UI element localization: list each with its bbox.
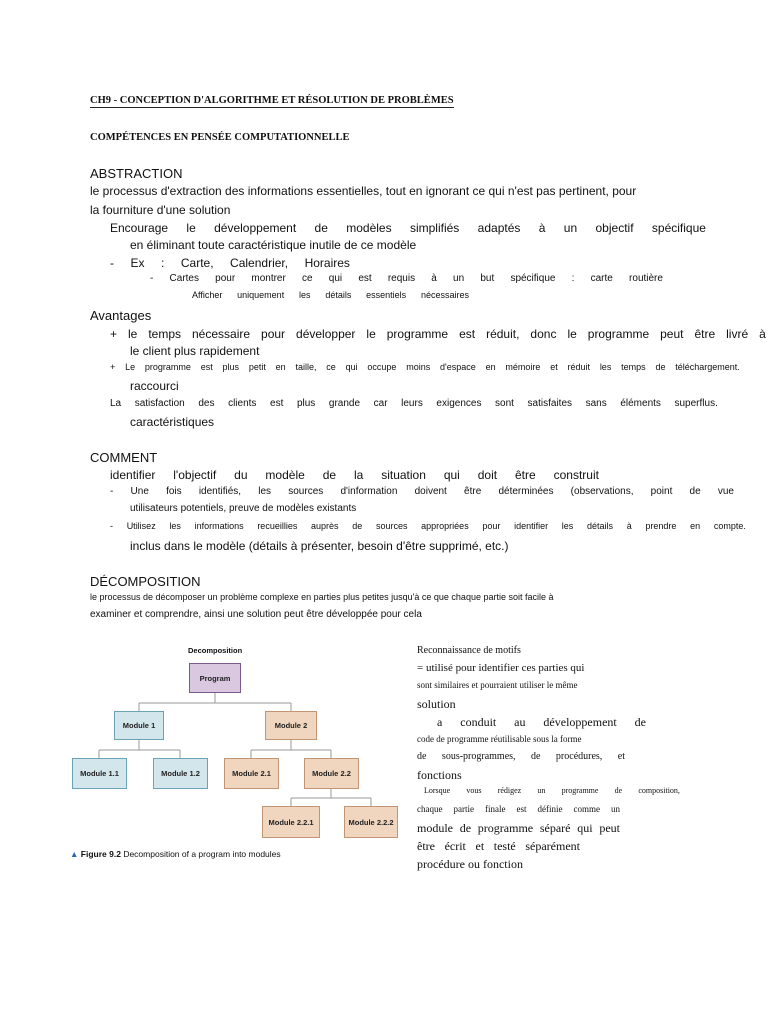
- word: les: [169, 521, 181, 531]
- word: des: [198, 398, 215, 409]
- word: vous: [466, 786, 482, 795]
- word: est: [200, 362, 213, 372]
- word: la: [353, 468, 364, 482]
- word: finale: [484, 804, 506, 814]
- motifs-line-2: = utilisé pour identifier ces parties qui: [417, 662, 585, 674]
- word: objectif: [595, 221, 634, 235]
- word: car: [373, 398, 388, 409]
- avantages-heading: Avantages: [90, 308, 152, 323]
- comment-heading: COMMENT: [90, 450, 158, 465]
- word: sans: [585, 398, 607, 409]
- word: l'objectif: [173, 468, 217, 482]
- word: plus: [222, 362, 240, 372]
- word: le: [366, 327, 376, 341]
- motifs-line-6: code de programme réutilisable sous la forme: [417, 734, 582, 744]
- word: pour: [215, 273, 236, 284]
- program-node: Program: [189, 663, 241, 693]
- word: être: [515, 468, 536, 482]
- decomposition-line-1: le processus de décomposer un problème complexe en parties plus petites jusqu'à ce que chaque partie soit facile à: [90, 592, 554, 602]
- avantage-3-cont: caractéristiques: [130, 415, 215, 429]
- word: Encourage: [110, 221, 169, 235]
- word: procédures,: [555, 751, 603, 762]
- word: programme: [144, 362, 191, 372]
- word: d'espace: [440, 362, 476, 372]
- word: le: [186, 221, 196, 235]
- word: réduit,: [486, 327, 520, 341]
- word: de: [531, 751, 541, 762]
- word: Lorsque: [424, 786, 451, 795]
- word: vue: [717, 486, 734, 497]
- motifs-line-8: fonctions: [417, 768, 462, 782]
- word: un: [537, 786, 546, 795]
- word: temps: [621, 362, 646, 372]
- motifs-line-9: [424, 786, 680, 795]
- decomposition-line-2: examiner et comprendre, ainsi une solution peut être développée pour cela: [90, 609, 422, 620]
- word: modèle: [265, 468, 305, 482]
- word: module: [417, 821, 453, 835]
- word: sont: [495, 398, 514, 409]
- module-2-2-1-node: Module 2.2.1: [262, 806, 320, 838]
- module-2-1-node: Module 2.1: [224, 758, 279, 789]
- word: occupe: [367, 362, 397, 372]
- abstraction-heading: ABSTRACTION: [90, 166, 183, 181]
- encourage-cont: en éliminant toute caractéristique inutile de ce modèle: [130, 238, 417, 252]
- word: définie: [537, 804, 563, 814]
- word: les: [561, 521, 574, 531]
- module-2-node: Module 2: [265, 711, 317, 740]
- word: être: [694, 327, 716, 341]
- word: séparément: [525, 839, 580, 853]
- word: -: [150, 273, 154, 284]
- motifs-line-4: solution: [417, 697, 456, 711]
- word: écrit: [444, 839, 466, 853]
- word: qui: [577, 821, 593, 835]
- word: et: [475, 839, 485, 853]
- word: un: [453, 273, 465, 284]
- word: compte.: [713, 521, 746, 531]
- word: les: [299, 290, 311, 300]
- word: de: [655, 362, 666, 372]
- word: un: [610, 804, 620, 814]
- word: Carte,: [180, 256, 214, 270]
- word: de: [322, 468, 337, 482]
- word: le: [128, 327, 138, 341]
- word: auprès: [311, 521, 339, 531]
- word: -: [110, 486, 114, 497]
- word: sources: [288, 486, 324, 497]
- word: d'information: [340, 486, 398, 497]
- word: à: [626, 521, 632, 531]
- word: exigences: [436, 398, 482, 409]
- word: détails: [325, 290, 352, 300]
- word: de: [689, 486, 701, 497]
- word: spécifique: [651, 221, 706, 235]
- word: programme: [386, 327, 449, 341]
- word: situation: [381, 468, 426, 482]
- word: de: [634, 715, 646, 729]
- word: essentiels: [366, 290, 407, 300]
- word: identifiés,: [198, 486, 242, 497]
- avantage-3: [110, 398, 718, 409]
- word: modèles: [346, 221, 392, 235]
- word: séparé: [539, 821, 571, 835]
- word: carte: [590, 273, 613, 284]
- word: qui: [345, 362, 358, 372]
- word: être: [417, 839, 435, 853]
- word: pour: [261, 327, 286, 341]
- avantage-2: [110, 362, 740, 372]
- word: et: [617, 751, 625, 762]
- word: en: [690, 521, 701, 531]
- word: Calendrier,: [230, 256, 289, 270]
- word: les: [599, 362, 612, 372]
- abstraction-line-1: le processus d'extraction des informations essentielles, tout en ignorant ce qui n'est pas pertinent, pour: [90, 184, 637, 198]
- comment-bullet-2: [110, 521, 746, 531]
- word: +: [110, 327, 118, 341]
- word: au: [514, 715, 526, 729]
- word: de: [417, 751, 427, 762]
- word: (observations,: [570, 486, 634, 497]
- avantage-1-cont: le client plus rapidement: [130, 344, 260, 358]
- word: requis: [387, 273, 416, 284]
- word: -: [110, 256, 114, 270]
- word: moins: [406, 362, 431, 372]
- word: livré: [726, 327, 749, 341]
- afficher-line: [192, 290, 469, 300]
- word: est: [270, 398, 284, 409]
- word: le: [567, 327, 577, 341]
- word: du: [234, 468, 248, 482]
- word: Le: [125, 362, 136, 372]
- word: mémoire: [505, 362, 541, 372]
- word: montrer: [251, 273, 286, 284]
- word: uniquement: [237, 290, 285, 300]
- comment-bullet-1: [110, 486, 734, 497]
- word: détails: [587, 521, 614, 531]
- word: en: [485, 362, 496, 372]
- word: plus: [296, 398, 316, 409]
- word: est: [516, 804, 527, 814]
- caption-text: Decomposition of a program into modules: [120, 849, 281, 859]
- word: a: [437, 715, 443, 729]
- word: construit: [553, 468, 599, 482]
- word: +: [110, 362, 116, 372]
- word: but: [480, 273, 495, 284]
- word: :: [161, 256, 165, 270]
- word: clients: [228, 398, 257, 409]
- word: testé: [493, 839, 516, 853]
- avantage-1: [110, 327, 766, 341]
- word: développer: [296, 327, 356, 341]
- word: développement: [543, 715, 617, 729]
- word: peut: [660, 327, 684, 341]
- word: satisfaction: [134, 398, 185, 409]
- motifs-line-12: [417, 839, 580, 854]
- word: programme: [477, 821, 534, 835]
- word: identifier: [514, 521, 549, 531]
- word: sources: [375, 521, 408, 531]
- word: conduit: [460, 715, 497, 729]
- word: éléments: [620, 398, 661, 409]
- word: Une: [130, 486, 149, 497]
- word: partie: [453, 804, 474, 814]
- motifs-line-7: [417, 751, 625, 762]
- word: rédigez: [497, 786, 522, 795]
- word: téléchargement.: [675, 362, 740, 372]
- word: est: [358, 273, 372, 284]
- word: Utilisez: [126, 521, 156, 531]
- word: être: [464, 486, 482, 497]
- motifs-line-13: procédure ou fonction: [417, 857, 523, 871]
- module-1-node: Module 1: [114, 711, 164, 740]
- word: de: [314, 221, 328, 235]
- figure-caption: [70, 849, 281, 859]
- word: superflus.: [674, 398, 718, 409]
- word: à: [538, 221, 546, 235]
- cartes-line: [150, 273, 663, 284]
- motifs-line-5: [437, 715, 646, 730]
- diagram-title: Decomposition: [188, 646, 243, 655]
- word: identifier: [110, 468, 156, 482]
- word: leurs: [401, 398, 423, 409]
- word: en: [275, 362, 286, 372]
- identifier-line: [110, 468, 599, 482]
- word: grande: [328, 398, 361, 409]
- module-2-2-2-node: Module 2.2.2: [344, 806, 398, 838]
- competences-title: COMPÉTENCES EN PENSÉE COMPUTATIONNELLE: [90, 132, 350, 143]
- word: composition,: [638, 786, 680, 795]
- word: à: [431, 273, 437, 284]
- word: peut: [599, 821, 620, 835]
- word: appropriées: [421, 521, 469, 531]
- word: sous-programmes,: [441, 751, 516, 762]
- word: de: [614, 786, 623, 795]
- abstraction-line-2: la fourniture d'une solution: [90, 203, 231, 217]
- caption-figure-number: Figure 9.2: [80, 849, 121, 859]
- decomposition-heading: DÉCOMPOSITION: [90, 574, 201, 589]
- module-1-2-node: Module 1.2: [153, 758, 208, 789]
- word: pour: [482, 521, 501, 531]
- motifs-line-11: [417, 821, 620, 836]
- word: La: [110, 398, 122, 409]
- word: réduit: [567, 362, 591, 372]
- word: spécifique: [510, 273, 556, 284]
- word: Cartes: [169, 273, 199, 284]
- word: un: [563, 221, 578, 235]
- word: simplifiés: [409, 221, 460, 235]
- module-2-2-node: Module 2.2: [304, 758, 359, 789]
- word: ce: [302, 273, 313, 284]
- word: est: [459, 327, 476, 341]
- word: temps: [148, 327, 182, 341]
- word: recueillies: [257, 521, 298, 531]
- word: -: [110, 521, 113, 531]
- word: à: [759, 327, 766, 341]
- word: et: [550, 362, 558, 372]
- comment-bullet-2-cont: inclus dans le modèle (détails à présenter, besoin d'être supprimé, etc.): [130, 539, 509, 553]
- word: :: [571, 273, 575, 284]
- comment-bullet-1-cont: utilisateurs potentiels, preuve de modèles existants: [130, 503, 357, 514]
- motifs-line-10: [417, 804, 620, 814]
- word: donc: [530, 327, 557, 341]
- avantage-2-cont: raccourci: [130, 379, 179, 393]
- word: chaque: [417, 804, 443, 814]
- motifs-line-3: sont similaires et pourraient utiliser le même: [417, 680, 578, 690]
- encourage-line: [110, 221, 706, 235]
- word: routière: [629, 273, 663, 284]
- example-line: [110, 256, 350, 270]
- word: comme: [573, 804, 600, 814]
- word: programme: [561, 786, 599, 795]
- word: qui: [328, 273, 343, 284]
- word: point: [650, 486, 673, 497]
- word: qui: [443, 468, 460, 482]
- word: taille,: [295, 362, 317, 372]
- word: informations: [194, 521, 244, 531]
- module-1-1-node: Module 1.1: [72, 758, 127, 789]
- word: de: [459, 821, 472, 835]
- word: fois: [166, 486, 182, 497]
- word: de: [352, 521, 363, 531]
- word: déterminées: [498, 486, 554, 497]
- word: doivent: [414, 486, 447, 497]
- word: programme: [587, 327, 650, 341]
- word: nécessaire: [192, 327, 251, 341]
- caption-triangle-icon: ▲: [70, 849, 79, 859]
- word: petit: [248, 362, 266, 372]
- word: doit: [477, 468, 498, 482]
- word: adaptés: [477, 221, 521, 235]
- word: satisfaites: [527, 398, 573, 409]
- word: Afficher: [192, 290, 223, 300]
- word: les: [258, 486, 272, 497]
- word: nécessaires: [420, 290, 469, 300]
- chapter-title: CH9 - CONCEPTION D'ALGORITHME ET RÉSOLUTION DE PROBLÈMES: [90, 95, 454, 106]
- word: prendre: [645, 521, 677, 531]
- motifs-heading: Reconnaissance de motifs: [417, 645, 521, 656]
- word: développement: [214, 221, 297, 235]
- word: Ex: [130, 256, 145, 270]
- word: ce: [326, 362, 336, 372]
- word: Horaires: [304, 256, 350, 270]
